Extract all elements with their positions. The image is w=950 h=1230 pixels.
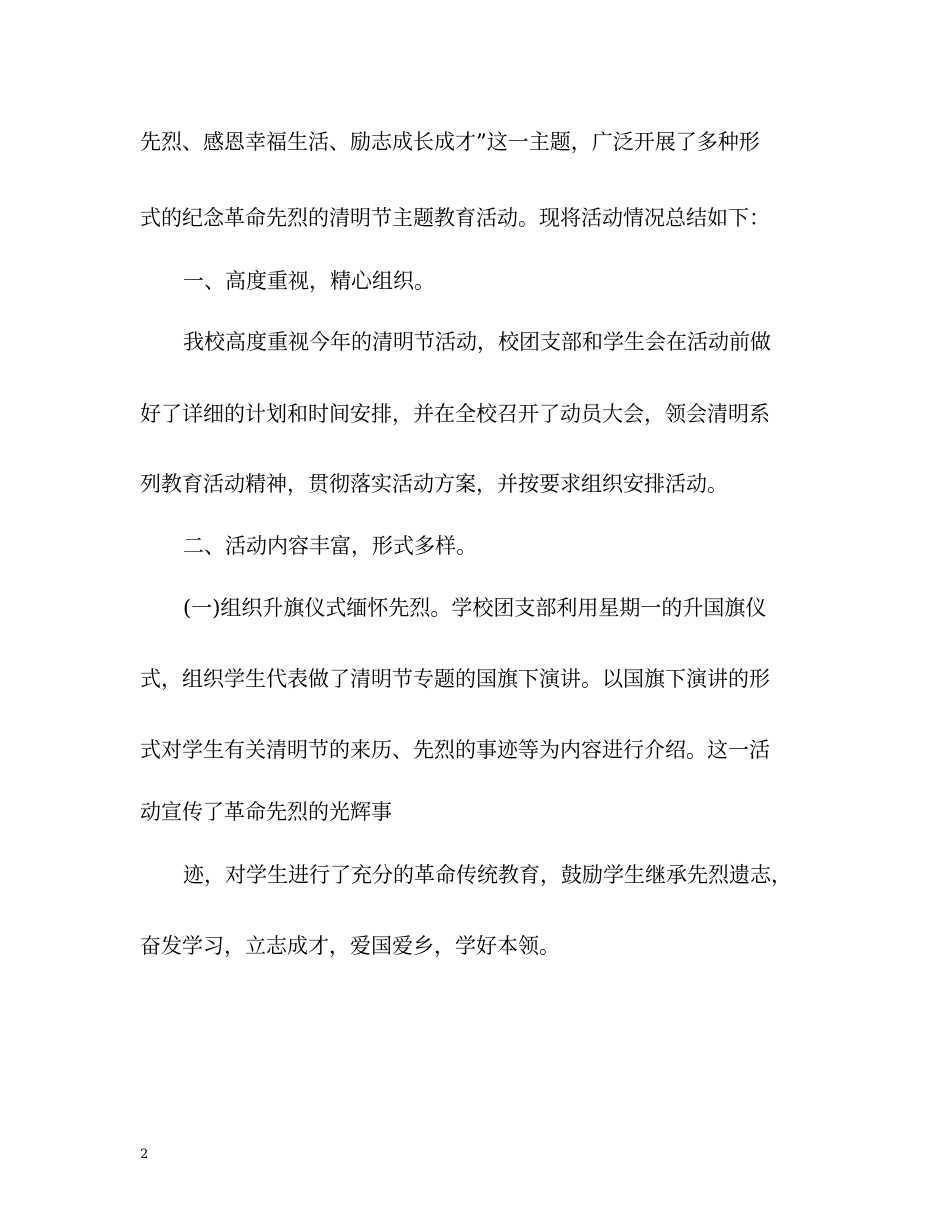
body-text-line: 先烈、感恩幸福生活、励志成长成才”这一主题，广泛开展了多种形 (140, 130, 760, 154)
section-heading: 二、活动内容丰富，形式多样。 (183, 534, 477, 558)
body-text-line: 奋发学习，立志成才，爱国爱乡，学好本领。 (140, 934, 560, 958)
section-heading: 一、高度重视，精心组织。 (183, 269, 435, 293)
body-text-line: 动宣传了革命先烈的光辉事 (140, 800, 392, 824)
body-text-line: 式对学生有关清明节的来历、先烈的事迹等为内容进行介绍。这一活 (140, 738, 770, 762)
body-text-line: 迹，对学生进行了充分的革命传统教育，鼓励学生继承先烈遗志， (183, 863, 792, 887)
body-text-line: 好了详细的计划和时间安排，并在全校召开了动员大会，领会清明系 (140, 402, 770, 426)
page-number: 2 (140, 1147, 149, 1162)
body-text-line: (一)组织升旗仪式缅怀先烈。学校团支部利用星期一的升国旗仪 (183, 596, 767, 620)
body-text-line: 我校高度重视今年的清明节活动，校团支部和学生会在活动前做 (183, 330, 771, 354)
body-text-line: 列教育活动精神，贯彻落实活动方案，并按要求组织安排活动。 (140, 472, 728, 496)
body-text-line: 式，组织学生代表做了清明节专题的国旗下演讲。以国旗下演讲的形 (140, 667, 770, 691)
body-text-line: 式的纪念革命先烈的清明节主题教育活动。现将活动情况总结如下： (140, 206, 770, 230)
